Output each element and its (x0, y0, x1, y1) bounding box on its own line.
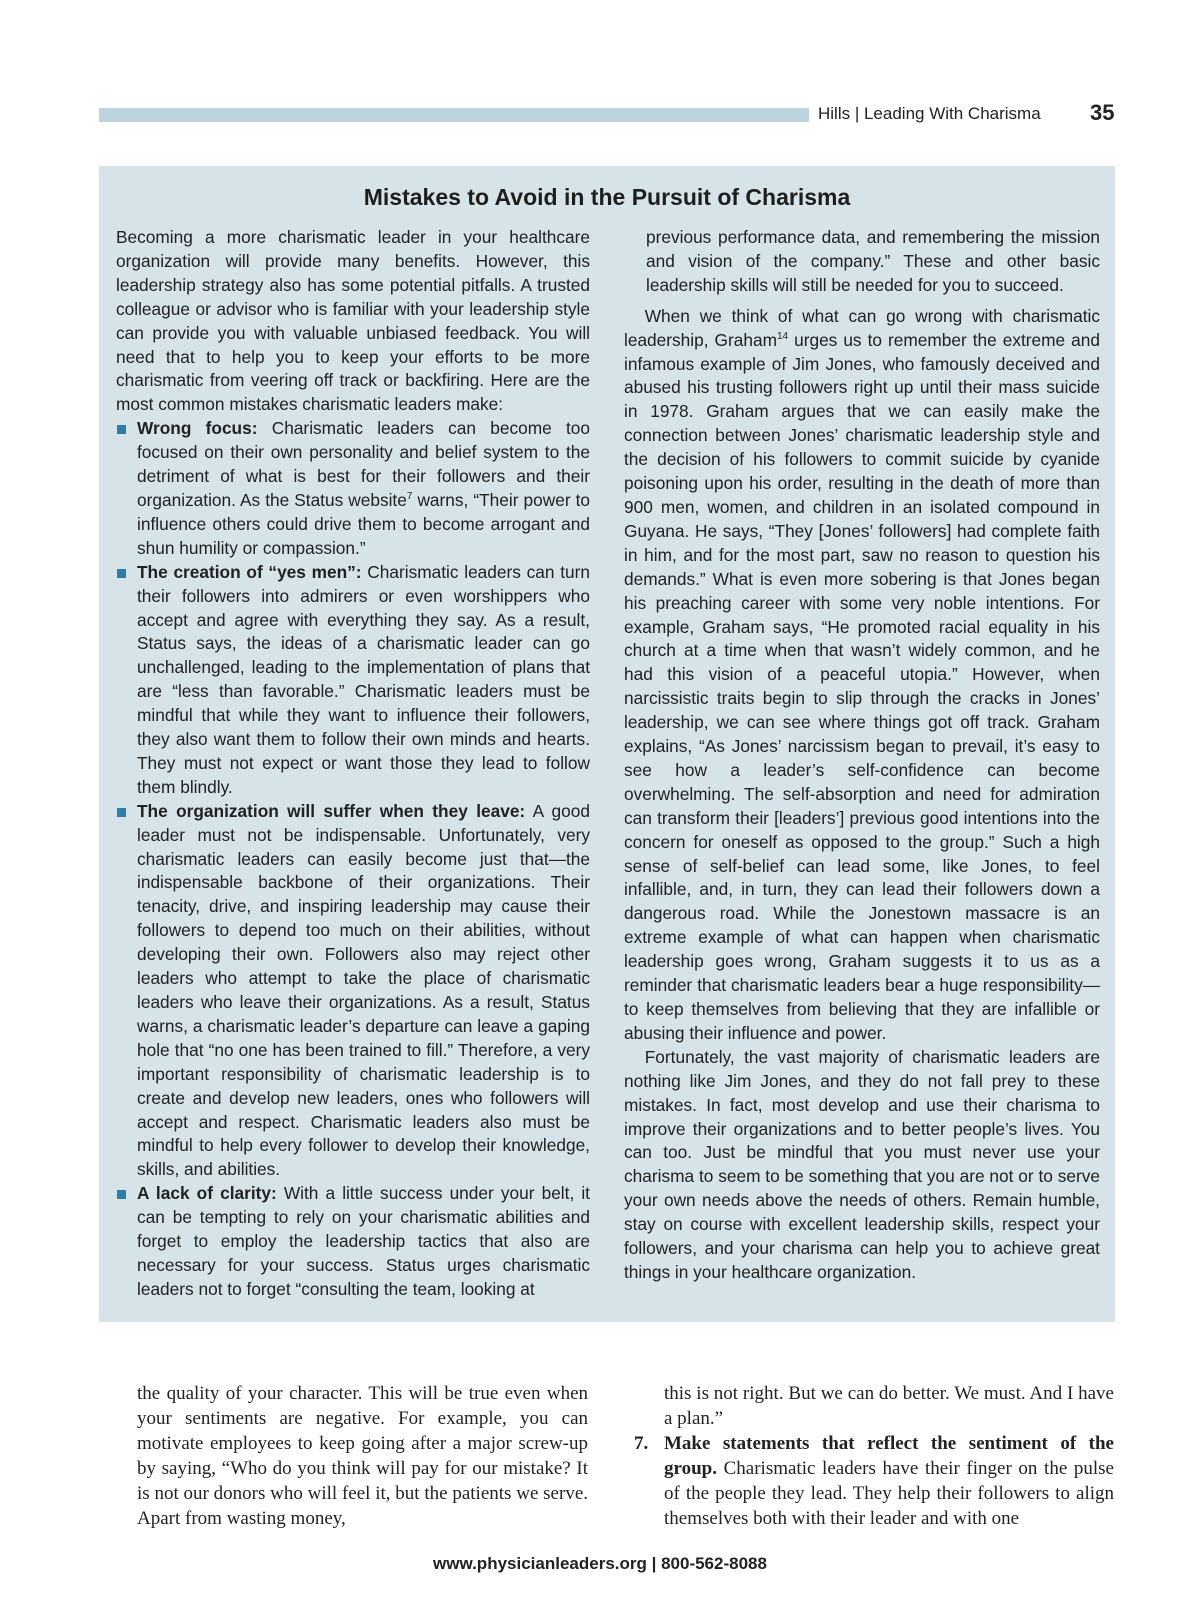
item-lead: A lack of clarity: (137, 1183, 277, 1204)
running-title: Hills | Leading With Charisma (818, 104, 1041, 123)
body-right-column (634, 1381, 1114, 1531)
footnote-ref: 14 (776, 330, 789, 342)
square-bullet-icon (117, 425, 126, 434)
square-bullet-icon (117, 569, 126, 578)
sidebar-paragraph: Fortunately, the vast majority of charismatic leaders are nothing like Jim Jones, and they do not fall prey to these mistakes. In fact, most develop and use their charisma to improve their organizations and to better people’s lives. You can too. Just be mindful that you must never use your charisma to seem to be something that you are not or to serve your own needs above the needs of others. Remain humble, stay on course with excellent leadership skills, respect your followers, and your charisma can help you to achieve great things in your healthcare organization. (624, 1046, 1100, 1282)
sidebar-intro: Becoming a more charismatic leader in your healthcare organization will provide many benefits. However, this leadership strategy also has some potential pitfalls. A trusted colleague or advisor who is familiar with your leadership style can provide you with valuable unbiased feedback. You will need that to help you to keep your efforts to be more charismatic from veering off track or backfiring. Here are the most common mistakes charismatic leaders make: (116, 227, 590, 415)
body-paragraph: this is not right. But we can do better. We must. And I have a plan.” (664, 1383, 1114, 1429)
mistakes-list (116, 417, 590, 1302)
square-bullet-icon (117, 808, 126, 817)
item-text: A good leader must not be indispensable. Unfortunately, very charismatic leaders can easily become just that—the indispensable backbone of their organizations. Their tenacity, drive, and inspiring leadership may cause their followers to depend too much on their abilities, without developing their own. Followers also may reject other leaders who attempt to take the place of charismatic leaders who leave their organizations. As a result, Status warns, a charismatic leader’s departure can leave a gaping hole that “no one has been trained to fill.” Therefore, a very important responsibility of charismatic leadership is to create and develop new leaders, ones who followers will accept and respect. Charismatic leaders also must be mindful to help every follower to develop their knowledge, skills, and abilities. (137, 800, 590, 1180)
numbered-item (634, 1431, 1114, 1531)
header-rule (99, 108, 809, 122)
square-bullet-icon (117, 1190, 126, 1199)
item-lead: The organization will suffer when they leave: (137, 800, 526, 821)
footer-contact: www.physicianleaders.org | 800-562-8088 (433, 1554, 767, 1573)
page-number: 35 (1090, 100, 1115, 125)
item-lead: Wrong focus: (137, 418, 258, 439)
sidebar-title: Mistakes to Avoid in the Pursuit of Charisma (363, 184, 851, 210)
body-left-column (137, 1381, 588, 1531)
item-number: 7. (634, 1433, 649, 1454)
paragraph-text: When we think of what can go wrong with charismatic leadership, Graham (624, 305, 1100, 350)
footnote-ref: 7 (406, 491, 413, 503)
paragraph-text: urges us to remember the extreme and infamous example of Jim Jones, who famously deceived and abused his trusting followers right up until their mass suicide in 1978. Graham argues that we can easily make the connection between Jones’ charismatic leadership style and the decision of his followers to commit suicide by cyanide poisoning upon his order, resulting in the death of more than 900 men, women, and children in an isolated compound in Guyana. He says, “They [Jones’ followers] had complete faith in him, and for the most part, saw no reason to question his demands.” What is even more sobering is that Jones began his preaching career with some very noble intentions. For example, Graham says, “He promoted racial equality in his church at a time when that wasn’t widely common, and he had this vision of a peaceful utopia.” However, when narcissistic traits begin to slip through the cracks in Jones’ leadership, we can see where things got off track. Graham explains, “As Jones’ narcissism began to prevail, it’s easy to see how a leader’s self-confidence can become overwhelming. The self-absorption and need for admiration can transform their [leaders’] previous good intentions into the concern for oneself as opposed to the group.” Such a high sense of self-belief can lead some, like Jones, to feel infallible, and, in turn, they can lead their followers down a dangerous road. While the Jonestown massacre is an extreme example of what can happen when charismatic leadership goes wrong, Graham suggests it to us as a reminder that charismatic leaders bear a huge responsibility—to keep themselves from believing that they are infallible or abusing their influence and power. (624, 329, 1100, 1043)
list-item (116, 1182, 590, 1302)
item-text-after: warns, “Their power to influence others could drive them to become arrogant and shun humility or compassion.” (137, 489, 590, 558)
item-lead: Make statements that reflect the sentiment of the group. (664, 1433, 1114, 1479)
list-item (116, 561, 590, 800)
list-item (116, 800, 590, 1183)
item-text: With a little success under your belt, it can be tempting to rely on your charismatic abilities and forget to employ the leadership tactics that also are necessary for your success. Status urges charismatic leaders not to forget “consulting the team, looking at (137, 1183, 590, 1299)
sidebar-left-column (116, 226, 590, 1302)
item-lead: The creation of “yes men”: (137, 561, 362, 582)
body-paragraph: the quality of your character. This will be true even when your sentiments are negative. For example, you can motivate employees to keep going after a major screw-up by saying, “Who do you think will pay for our mistake? It is not our donors who will feel it, but the patients we serve. Apart from wasting money, (137, 1383, 588, 1529)
sidebar-right-column (624, 226, 1100, 1285)
sidebar-paragraph (624, 305, 1100, 1046)
item-text: Charismatic leaders have their finger on the pulse of the people they lead. They help their followers to align themselves both with their leader and with one (664, 1458, 1114, 1529)
list-item (116, 417, 590, 560)
item-text: Charismatic leaders can turn their followers into admirers or even worshippers who accept and agree with everything they say. As a result, Status says, the ideas of a charismatic leader can go unchallenged, leading to the implementation of plans that are “less than favorable.” Charismatic leaders must be mindful that while they want to influence their followers, they also want them to follow their own minds and hearts. They must not expect or want those they lead to follow them blindly. (137, 561, 590, 797)
item-text: Charismatic leaders can become too focused on their own personality and belief system to the detriment of what is best for their followers and their organization. As the Status website (137, 418, 590, 510)
sidebar-right-continuation: previous performance data, and remembering the mission and vision of the company.” These and other basic leadership skills will still be needed for you to succeed. (646, 227, 1100, 295)
sidebar-box (99, 166, 1115, 1322)
